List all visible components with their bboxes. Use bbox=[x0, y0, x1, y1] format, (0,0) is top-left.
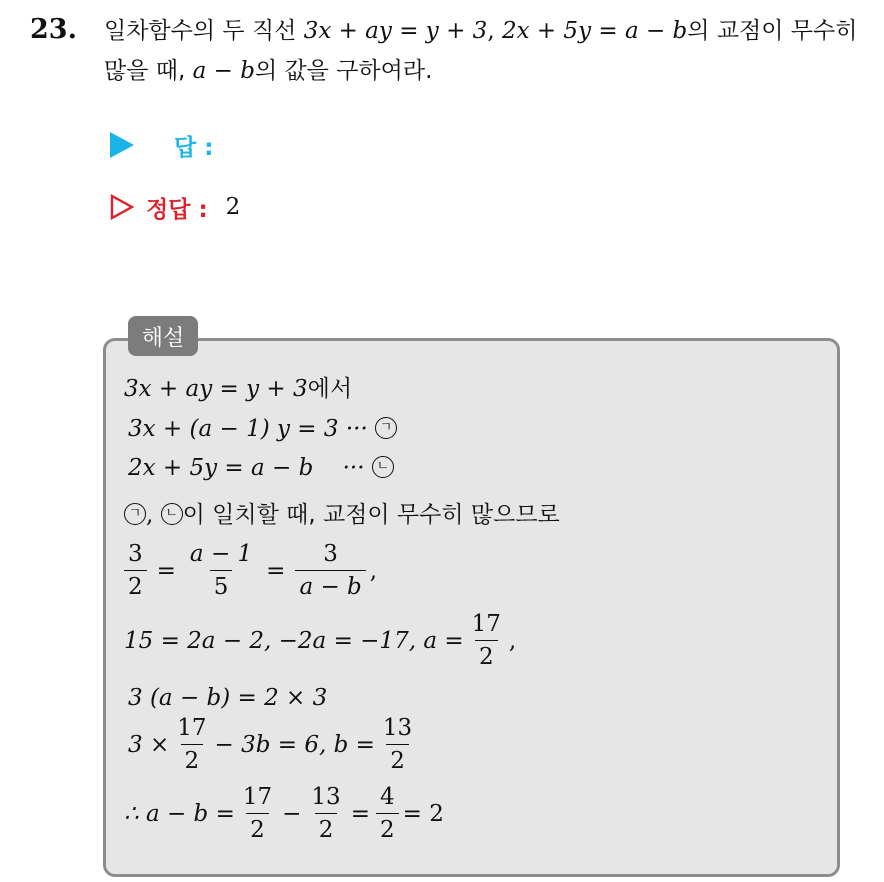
expression: a − b bbox=[192, 58, 255, 84]
circle-mark-a: ㄱ bbox=[375, 417, 397, 439]
denominator: 2 bbox=[124, 570, 147, 601]
answer-label: 답 : bbox=[174, 134, 214, 161]
solution-line-7 bbox=[128, 683, 327, 713]
equals: = bbox=[350, 800, 370, 827]
correct-answer-value: 2 bbox=[225, 194, 241, 220]
fraction bbox=[173, 714, 210, 775]
solution-line-8 bbox=[128, 714, 420, 775]
numerator: 4 bbox=[379, 784, 395, 810]
equation-2: 2x + 5y = a − b bbox=[501, 18, 688, 44]
equals: = bbox=[156, 557, 176, 584]
denominator: 2 bbox=[315, 813, 338, 844]
fraction bbox=[124, 540, 147, 601]
numerator: 13 bbox=[382, 715, 413, 741]
solution-eq-7: 3 (a − b) = 2 × 3 bbox=[128, 685, 328, 711]
solution-eq-9b: = 2 bbox=[402, 800, 444, 827]
answer-row bbox=[110, 128, 213, 162]
correct-answer-label: 정답 : bbox=[146, 196, 208, 223]
solution-eq-3: 2x + 5y = a − b ··· bbox=[128, 455, 365, 481]
circle-mark-a-ref: ㄱ bbox=[124, 503, 146, 525]
solution-line-4 bbox=[124, 500, 560, 530]
denominator: 5 bbox=[210, 570, 233, 601]
numerator: 17 bbox=[471, 611, 501, 637]
numerator: 17 bbox=[242, 784, 273, 810]
denominator: 2 bbox=[181, 744, 204, 775]
comma: , bbox=[369, 557, 378, 584]
minus: − bbox=[282, 800, 302, 827]
solution-text-2: 이 일치할 때, 교점이 무수히 많으므로 bbox=[182, 502, 560, 528]
question-text-prefix: 일차함수의 두 직선 bbox=[104, 18, 304, 44]
numerator: a − 1 bbox=[189, 541, 253, 567]
equation-1: 3x + ay = y + 3 bbox=[303, 18, 488, 44]
solution-eq-9a: ∴ a − b = bbox=[124, 800, 235, 827]
solution-line-5 bbox=[120, 540, 377, 601]
fraction bbox=[468, 610, 505, 671]
play-triangle-icon bbox=[110, 132, 134, 158]
solution-eq-8b: − 3b = 6, b = bbox=[214, 731, 375, 758]
solution-line-1 bbox=[124, 374, 352, 404]
denominator: 2 bbox=[475, 640, 498, 671]
circle-mark-b: ㄴ bbox=[372, 456, 394, 478]
denominator: 2 bbox=[376, 813, 399, 844]
circle-mark-b-ref: ㄴ bbox=[161, 503, 183, 525]
solution-line-3 bbox=[128, 453, 394, 483]
fraction bbox=[307, 783, 344, 844]
fraction bbox=[239, 783, 276, 844]
question-text-prefix2: 많을 때, bbox=[104, 58, 193, 84]
numerator: 17 bbox=[177, 715, 207, 741]
solution-eq-2: 3x + (a − 1) y = 3 ··· bbox=[128, 416, 368, 442]
solution-line-6 bbox=[124, 610, 516, 671]
solution-tag: 해설 bbox=[128, 316, 198, 356]
fraction bbox=[186, 540, 256, 601]
numerator: 13 bbox=[311, 784, 341, 810]
denominator: 2 bbox=[386, 744, 409, 775]
question-text-suffix: 의 교점이 무수히 bbox=[687, 18, 858, 44]
separator: , bbox=[146, 502, 161, 528]
comma: , bbox=[508, 627, 517, 654]
correct-answer-row bbox=[110, 190, 240, 224]
question-number: 23. bbox=[30, 14, 77, 45]
question-text-line2 bbox=[104, 56, 432, 86]
solution-line-2 bbox=[128, 414, 397, 444]
fraction bbox=[379, 714, 416, 775]
solution-eq-6: 15 = 2a − 2, −2a = −17, a = bbox=[124, 627, 464, 654]
fraction bbox=[295, 540, 365, 601]
solution-eq-8a: 3 × bbox=[128, 731, 170, 758]
numerator: 3 bbox=[323, 541, 338, 567]
solution-line-9 bbox=[124, 783, 444, 844]
question-text-line1 bbox=[104, 16, 857, 46]
solution-text: 에서 bbox=[307, 376, 353, 402]
solution-eq-1: 3x + ay = y + 3 bbox=[124, 376, 308, 402]
fraction bbox=[376, 783, 399, 844]
equals: = bbox=[266, 557, 286, 584]
separator: , bbox=[487, 18, 502, 44]
outline-triangle-icon bbox=[110, 194, 134, 220]
denominator: 2 bbox=[246, 813, 269, 844]
numerator: 3 bbox=[128, 541, 143, 567]
denominator: a − b bbox=[295, 570, 365, 601]
question-text-suffix2: 의 값을 구하여라. bbox=[254, 58, 433, 84]
